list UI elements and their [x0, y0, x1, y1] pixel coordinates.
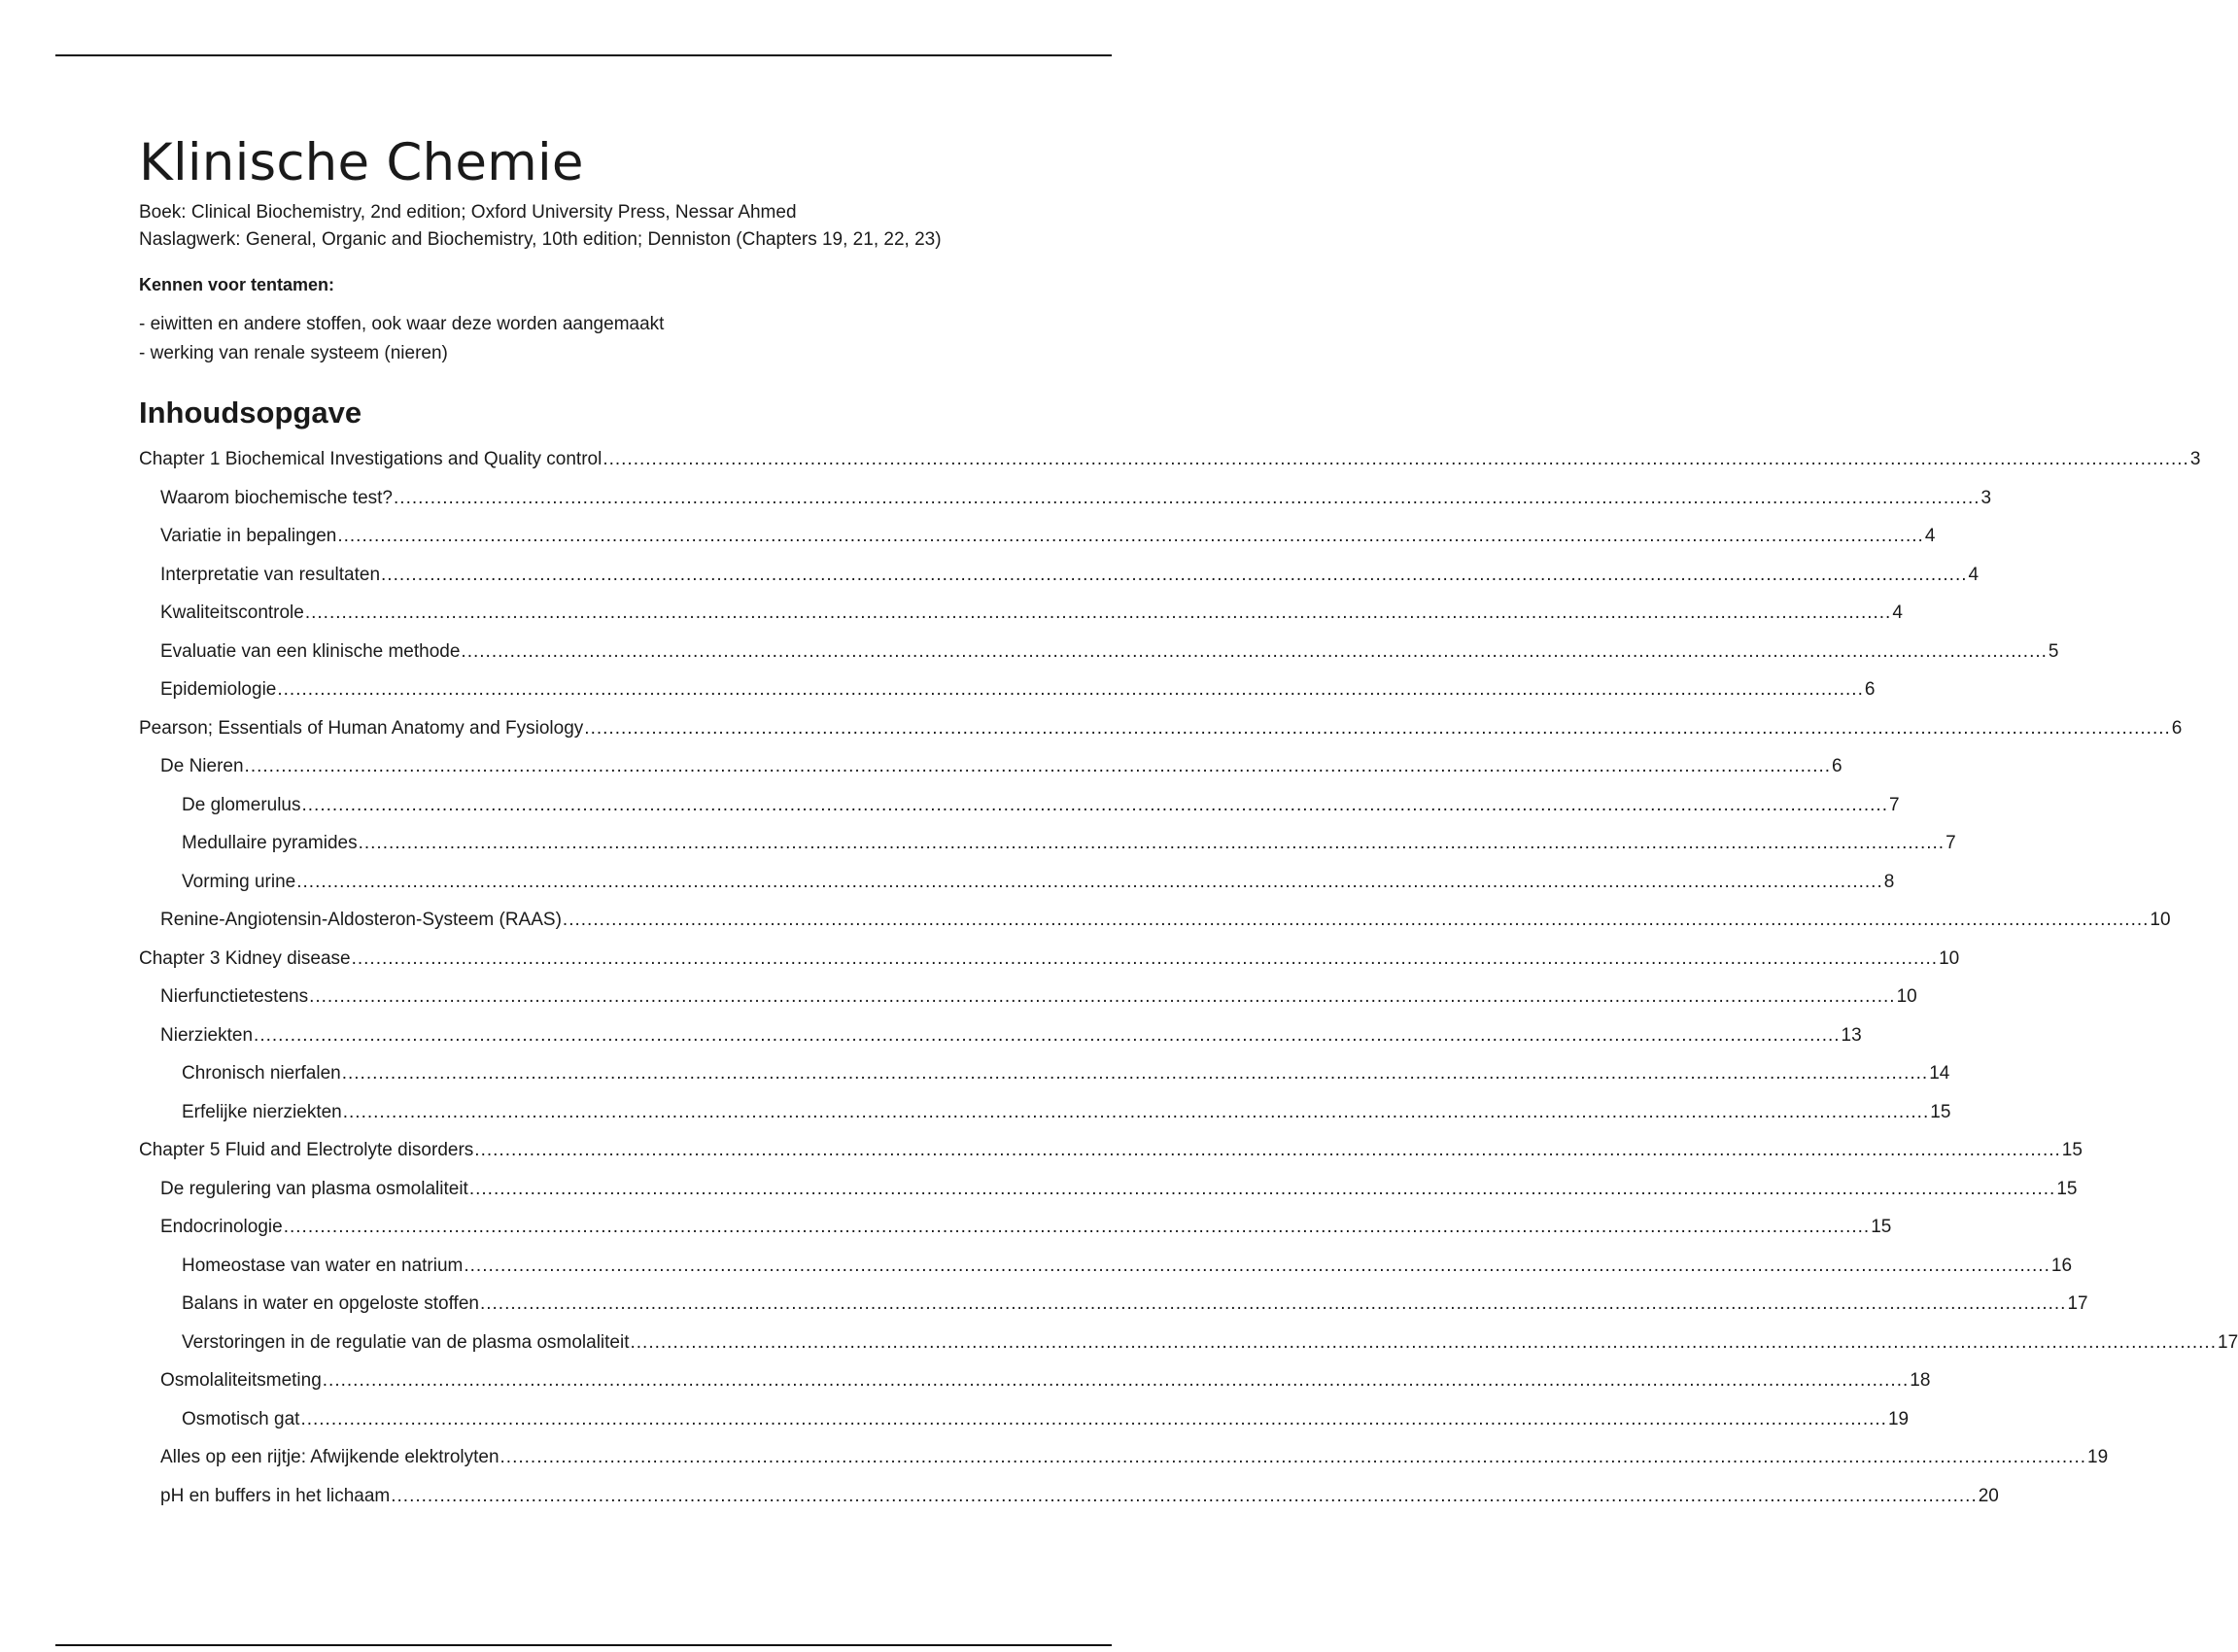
toc-dot-leader: ....................................................................................................................................................................................................................................................................: [254, 1024, 1841, 1046]
toc-entry-label: Endocrinologie: [160, 1217, 283, 1238]
toc-entry[interactable]: [139, 824, 1956, 863]
toc-dot-leader: ....................................................................................................................................................................................................................................................................: [351, 947, 1939, 969]
header-rule: [55, 54, 1112, 56]
toc-entry[interactable]: [139, 1285, 2088, 1324]
toc-entry[interactable]: [139, 1438, 2109, 1477]
toc-entry-label: Renine-Angiotensin-Aldosteron-Systeem (RAAS): [160, 910, 562, 931]
toc-entry[interactable]: [139, 1054, 1950, 1093]
exam-heading: Kennen voor tentamen:: [139, 275, 335, 295]
toc-entry-label: Osmolaliteitsmeting: [160, 1370, 322, 1392]
toc-entry-label: Homeostase van water en natrium: [182, 1255, 464, 1276]
toc-dot-leader: ....................................................................................................................................................................................................................................................................: [358, 833, 1945, 854]
toc-dot-leader: ....................................................................................................................................................................................................................................................................: [499, 1447, 2087, 1468]
toc-entry[interactable]: [139, 1247, 2073, 1286]
toc-entry-page: 17: [2067, 1293, 2088, 1315]
exam-item: - eiwitten en andere stoffen, ook waar deze worden aangemaakt: [139, 314, 665, 335]
toc-entry-page: 6: [1832, 756, 1842, 777]
toc-entry[interactable]: [139, 786, 1900, 825]
toc-dot-leader: ....................................................................................................................................................................................................................................................................: [603, 449, 2189, 470]
book-reference: Boek: Clinical Biochemistry, 2nd edition; Oxford University Press, Nessar Ahmed: [139, 202, 797, 224]
toc-entry-label: De regulering van plasma osmolaliteit: [160, 1178, 468, 1199]
toc-entry-page: 3: [1980, 487, 1992, 508]
table-of-contents: [139, 440, 2238, 1515]
toc-entry-label: Variatie in bepalingen: [160, 526, 337, 547]
toc-entry[interactable]: [139, 633, 2059, 671]
toc-entry-label: Nierfunctietestens: [160, 986, 309, 1008]
toc-dot-leader: ....................................................................................................................................................................................................................................................................: [337, 526, 1924, 547]
toc-entry-page: 5: [2048, 640, 2059, 662]
toc-entry-label: De glomerulus: [182, 794, 301, 815]
toc-entry-label: Chapter 3 Kidney disease: [139, 947, 351, 969]
toc-dot-leader: ....................................................................................................................................................................................................................................................................: [562, 910, 2150, 931]
toc-dot-leader: ....................................................................................................................................................................................................................................................................: [283, 1217, 1871, 1238]
toc-entry-label: De Nieren: [160, 756, 244, 777]
toc-entry-label: Evaluatie van een klinische methode: [160, 640, 461, 662]
toc-entry[interactable]: [139, 863, 1895, 902]
toc-entry[interactable]: [139, 1324, 2238, 1362]
toc-entry-page: 4: [1968, 564, 1980, 585]
toc-entry-label: Vorming urine: [182, 871, 296, 892]
toc-entry-page: 7: [1889, 794, 1900, 815]
toc-entry-page: 6: [2171, 717, 2183, 739]
toc-entry-page: 14: [1929, 1063, 1950, 1084]
toc-dot-leader: ....................................................................................................................................................................................................................................................................: [630, 1331, 2217, 1353]
toc-entry[interactable]: [139, 671, 1876, 709]
toc-dot-leader: ....................................................................................................................................................................................................................................................................: [394, 487, 1980, 508]
toc-dot-leader: ....................................................................................................................................................................................................................................................................: [341, 1063, 1929, 1084]
toc-entry-label: Erfelijke nierziekten: [182, 1101, 342, 1122]
toc-entry[interactable]: [139, 594, 1903, 633]
toc-entry-label: Alles op een rijtje: Afwijkende elektrolyten: [160, 1447, 499, 1468]
toc-dot-leader: ....................................................................................................................................................................................................................................................................: [391, 1485, 1978, 1506]
toc-dot-leader: ....................................................................................................................................................................................................................................................................: [296, 871, 1883, 892]
toc-entry[interactable]: [139, 978, 1917, 1016]
toc-entry-page: 10: [1896, 986, 1917, 1008]
toc-entry[interactable]: [139, 1361, 1931, 1400]
toc-dot-leader: ....................................................................................................................................................................................................................................................................: [342, 1101, 1930, 1122]
toc-dot-leader: ....................................................................................................................................................................................................................................................................: [468, 1178, 2056, 1199]
toc-entry-page: 20: [1978, 1485, 1999, 1506]
toc-entry-label: Verstoringen in de regulatie van de plasma osmolaliteit: [182, 1331, 630, 1353]
toc-dot-leader: ....................................................................................................................................................................................................................................................................: [301, 794, 1888, 815]
toc-entry[interactable]: [139, 901, 2171, 940]
toc-entry-page: 13: [1841, 1024, 1862, 1046]
toc-entry-label: Chronisch nierfalen: [182, 1063, 341, 1084]
toc-dot-leader: ....................................................................................................................................................................................................................................................................: [381, 564, 1968, 585]
document-title: Klinische Chemie: [139, 133, 584, 192]
toc-entry[interactable]: [139, 517, 1936, 556]
toc-entry-label: Medullaire pyramides: [182, 833, 358, 854]
toc-dot-leader: ....................................................................................................................................................................................................................................................................: [461, 640, 2048, 662]
toc-entry[interactable]: [139, 556, 1980, 595]
toc-entry-label: Osmotisch gat: [182, 1408, 300, 1429]
toc-entry[interactable]: [139, 709, 2183, 748]
toc-entry-label: Balans in water en opgeloste stoffen: [182, 1293, 479, 1315]
toc-entry-page: 17: [2218, 1331, 2238, 1353]
toc-entry[interactable]: [139, 1131, 2083, 1170]
toc-entry[interactable]: [139, 747, 1842, 786]
toc-entry[interactable]: [139, 1400, 1910, 1439]
toc-dot-leader: ....................................................................................................................................................................................................................................................................: [277, 679, 1864, 701]
toc-entry-page: 19: [1887, 1408, 1910, 1429]
toc-dot-leader: ....................................................................................................................................................................................................................................................................: [464, 1255, 2050, 1276]
toc-entry[interactable]: [139, 940, 1960, 979]
toc-dot-leader: ....................................................................................................................................................................................................................................................................: [474, 1140, 2061, 1161]
toc-entry-label: Nierziekten: [160, 1024, 254, 1046]
toc-entry-label: Epidemiologie: [160, 679, 277, 701]
toc-dot-leader: ....................................................................................................................................................................................................................................................................: [244, 756, 1832, 777]
toc-entry[interactable]: [139, 1016, 1862, 1055]
toc-entry-label: Waarom biochemische test?: [160, 487, 394, 508]
toc-entry[interactable]: [139, 1093, 1951, 1132]
toc-dot-leader: ....................................................................................................................................................................................................................................................................: [479, 1293, 2067, 1315]
document-body: [139, 133, 2238, 1515]
toc-entry-page: 4: [1892, 602, 1903, 624]
footer-rule: [55, 1644, 1112, 1646]
toc-entry-page: 10: [1939, 947, 1960, 969]
toc-entry-page: 10: [2150, 910, 2171, 931]
toc-entry[interactable]: [139, 479, 1992, 518]
toc-title: Inhoudsopgave: [139, 396, 362, 430]
toc-entry[interactable]: [139, 440, 2201, 479]
toc-entry[interactable]: [139, 1477, 1999, 1516]
toc-entry-label: Pearson; Essentials of Human Anatomy and Fysiology: [139, 717, 584, 739]
toc-entry-label: Kwaliteitscontrole: [160, 602, 304, 624]
toc-entry-page: 18: [1910, 1370, 1931, 1392]
toc-dot-leader: ....................................................................................................................................................................................................................................................................: [584, 717, 2171, 739]
toc-entry-label: pH en buffers in het lichaam: [160, 1485, 391, 1506]
toc-entry-page: 4: [1924, 526, 1936, 547]
toc-entry-page: 19: [2087, 1447, 2109, 1468]
toc-dot-leader: ....................................................................................................................................................................................................................................................................: [304, 602, 1892, 624]
toc-entry-page: 15: [1930, 1101, 1951, 1122]
toc-dot-leader: ....................................................................................................................................................................................................................................................................: [309, 986, 1896, 1008]
toc-entry[interactable]: [139, 1170, 2078, 1209]
secondary-reference: Naslagwerk: General, Organic and Biochemistry, 10th edition; Denniston (Chapters 19, 21, 22, 23): [139, 229, 942, 251]
toc-dot-leader: ....................................................................................................................................................................................................................................................................: [322, 1370, 1910, 1392]
exam-list: [139, 310, 1028, 368]
toc-entry-page: 3: [2189, 449, 2201, 470]
toc-entry-page: 15: [2056, 1178, 2078, 1199]
toc-entry-label: Interpretatie van resultaten: [160, 564, 381, 585]
toc-dot-leader: ....................................................................................................................................................................................................................................................................: [300, 1408, 1887, 1429]
toc-entry-page: 16: [2050, 1255, 2073, 1276]
toc-entry-page: 8: [1883, 871, 1895, 892]
toc-entry-page: 15: [2061, 1140, 2083, 1161]
toc-entry-page: 6: [1864, 679, 1876, 701]
toc-entry-label: Chapter 5 Fluid and Electrolyte disorders: [139, 1140, 474, 1161]
exam-item: - werking van renale systeem (nieren): [139, 343, 448, 364]
toc-entry[interactable]: [139, 1208, 1892, 1247]
toc-entry-page: 7: [1945, 833, 1956, 854]
toc-entry-label: Chapter 1 Biochemical Investigations and Quality control: [139, 449, 603, 470]
toc-entry-page: 15: [1871, 1217, 1892, 1238]
